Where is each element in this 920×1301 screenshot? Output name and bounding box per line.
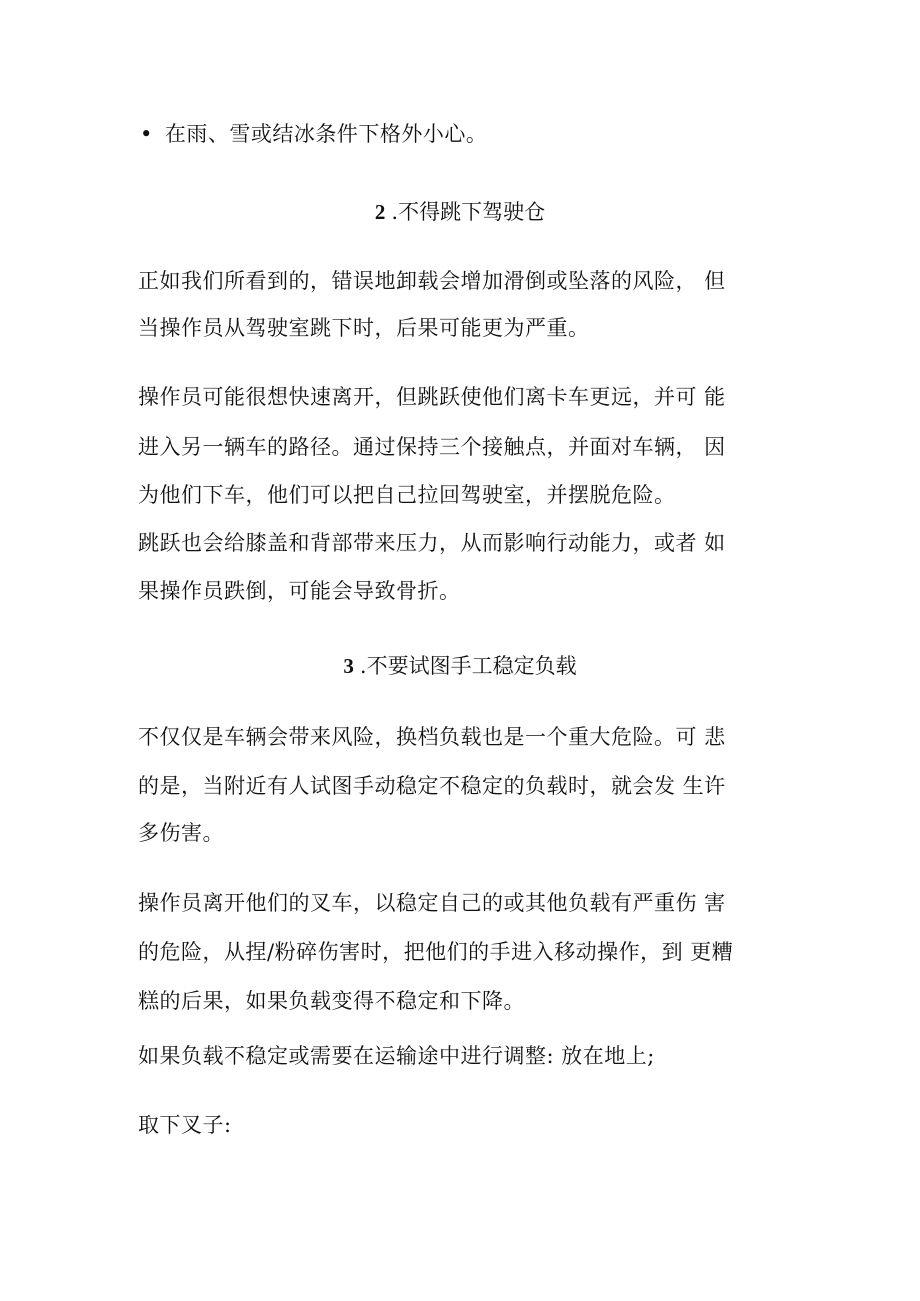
section-3-heading xyxy=(0,651,920,681)
paragraph-line: 的危险，从捏/粉碎伤害时，把他们的手进入移动操作，到 更糟 xyxy=(138,940,734,964)
bullet-text: 在雨、雪或结冰条件下格外小心。 xyxy=(164,122,488,146)
paragraph-line: 为他们下车，他们可以把自己拉回驾驶室，并摆脱危险。 xyxy=(138,483,676,507)
section-2-heading xyxy=(0,197,920,227)
section-2-number: 2 xyxy=(374,200,386,224)
bullet-icon: • xyxy=(140,122,153,146)
paragraph-line: 跳跃也会给膝盖和背部带来压力，从而影响行动能力，或者 如 xyxy=(138,531,726,555)
paragraph-line: 多伤害。 xyxy=(138,821,224,845)
paragraph-line: 正如我们所看到的，错误地卸载会增加滑倒或坠落的风险， 但 xyxy=(138,269,726,293)
section-3-title: .不要试图手工稳定负载 xyxy=(359,654,577,678)
paragraph-line: 的是，当附近有人试图手动稳定不稳定的负载时，就会发 生许 xyxy=(138,774,726,798)
paragraph-line: 如果负载不稳定或需要在运输途中进行调整: 放在地上; xyxy=(138,1044,655,1068)
paragraph-line: 不仅仅是车辆会带来风险，换档负载也是一个重大危险。可 悲 xyxy=(138,725,726,749)
paragraph-line: 进入另一辆车的路径。通过保持三个接触点，并面对车辆， 因 xyxy=(138,435,726,459)
section-3-number: 3 xyxy=(343,654,354,678)
paragraph-line: 取下叉子: xyxy=(138,1113,232,1137)
bullet-item xyxy=(140,119,487,149)
paragraph-line: 操作员离开他们的叉车，以稳定自己的或其他负载有严重伤 害 xyxy=(138,891,726,915)
paragraph-line: 果操作员跌倒，可能会导致骨折。 xyxy=(138,579,461,603)
section-2-title: .不得跳下驾驶仓 xyxy=(391,200,546,224)
paragraph-line: 当操作员从驾驶室跳下时，后果可能更为严重。 xyxy=(138,316,590,340)
paragraph-line: 操作员可能很想快速离开，但跳跃使他们离卡车更远，并可 能 xyxy=(138,385,726,409)
paragraph-line: 糕的后果，如果负载变得不稳定和下降。 xyxy=(138,989,525,1013)
